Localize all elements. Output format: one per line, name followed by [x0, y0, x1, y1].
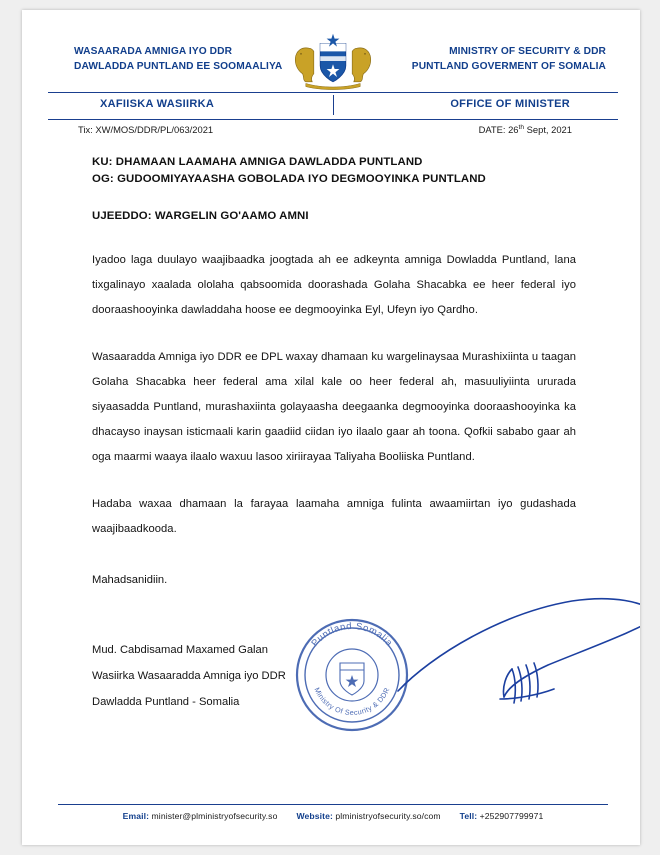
letterhead — [48, 32, 618, 90]
office-row-vertical-divider — [333, 95, 334, 115]
body-paragraph-3: Hadaba waxaa dhamaan la farayaa laamaha amniga fulinta awaamiirtan iyo gudashada waajibaadkooda. — [92, 498, 576, 535]
footer-email-value[interactable]: minister@plministryofsecurity.so — [151, 811, 278, 821]
puntland-coat-of-arms-icon — [285, 32, 381, 90]
ministry-title-somali-line2: DAWLADDA PUNTLAND EE SOOMAALIYA — [74, 61, 283, 72]
document-body — [48, 154, 618, 747]
signer-name: Mud. Cabdisamad Maxamed Galan — [92, 644, 268, 656]
reference-label: Tix: — [78, 124, 93, 135]
date-value-post: Sept, 2021 — [524, 124, 572, 136]
footer-website-value[interactable]: plministryofsecurity.so/com — [335, 811, 441, 821]
addressee-block — [92, 154, 576, 188]
footer-tell-label: Tell: — [459, 811, 478, 821]
office-label-english: OFFICE OF MINISTER — [450, 98, 570, 110]
reference-row — [48, 120, 618, 140]
subject-line: UJEEDDO: WARGELIN GO'AAMO AMNI — [92, 210, 309, 222]
document-date — [479, 124, 572, 135]
footer-email-label: Email: — [122, 811, 150, 821]
signer-title: Wasiirka Wasaaradda Amniga iyo DDR — [92, 670, 286, 682]
footer-website-label: Website: — [296, 811, 333, 821]
body-paragraph-1: Iyadoo laga duulayo waajibaadka joogtada ah ee adkeynta amniga Dowladda Puntland, lana tixgalinayo xaalada ololaha qabsoomida doorashada Golaha Shacabka ee heer federal iyo dooraashooyinka dawladdaha hoose ee degmooyinka Eyl, Ufeyn iyo Qardho. — [92, 254, 576, 316]
ministry-title-english-line2: PUNTLAND GOVERMENT OF SOMALIA — [411, 61, 606, 72]
document-page — [22, 10, 640, 845]
ministry-title-english-line1: MINISTRY OF SECURITY & DDR — [449, 46, 606, 57]
handwritten-signature-icon — [392, 595, 640, 725]
svg-text:Ministry Of Security & DDR: Ministry Of Security & DDR — [312, 685, 392, 718]
reference-number — [78, 124, 213, 135]
document-inner — [48, 32, 618, 827]
body-paragraph-2: Wasaaradda Amniga iyo DDR ee DPL waxay dhamaan ku wargelinaysaa Murashixiinta u taagan Golaha Shacabka heer federal ama xilal kale oo heer federal ah, masuuliyiinta ururada siyaasadda Puntland, murashaxiinta golayaasha deegaanka degmooyinka dooraashooyinka ka dhacayso inaysan isticmaali karin gaadiid ciidan iyo ilaalo gaar ah toona. Qofkii sababo gaar ah oga maarmi waaya ilaalo waxuu lasoo xiriirayaa Taliyaha Booliiska Puntland. — [92, 351, 576, 463]
addressee-line-ku: KU: DHAMAAN LAAMAHA AMNIGA DAWLADDA PUNTLAND — [92, 156, 423, 168]
footer-tell-value: +252907799971 — [479, 811, 544, 821]
svg-text:Puntland Somalia: Puntland Somalia — [309, 620, 395, 649]
reference-value: XW/MOS/DDR/PL/063/2021 — [95, 124, 214, 135]
ministry-title-somali-line1: WASAARADA AMNIGA IYO DDR — [74, 46, 233, 57]
addressee-line-og: OG: GUDOOMIYAYAASHA GOBOLADA IYO DEGMOOYINKA PUNTLAND — [92, 173, 486, 185]
signature-block — [92, 620, 576, 747]
date-label: DATE: — [478, 124, 506, 136]
ministry-title-somali — [74, 44, 304, 74]
footer-divider — [58, 804, 608, 805]
closing-line: Mahadsanidiin. — [92, 574, 168, 586]
ministry-title-english — [371, 44, 606, 74]
office-label-somali: XAFIISKA WASIIRKA — [100, 98, 215, 110]
document-footer — [48, 804, 618, 821]
date-value-ordinal: th — [518, 124, 525, 131]
signer-organization: Dawladda Puntland - Somalia — [92, 696, 240, 708]
date-value-pre: 26 — [508, 124, 519, 136]
footer-contacts — [48, 811, 618, 821]
office-row — [48, 93, 618, 117]
